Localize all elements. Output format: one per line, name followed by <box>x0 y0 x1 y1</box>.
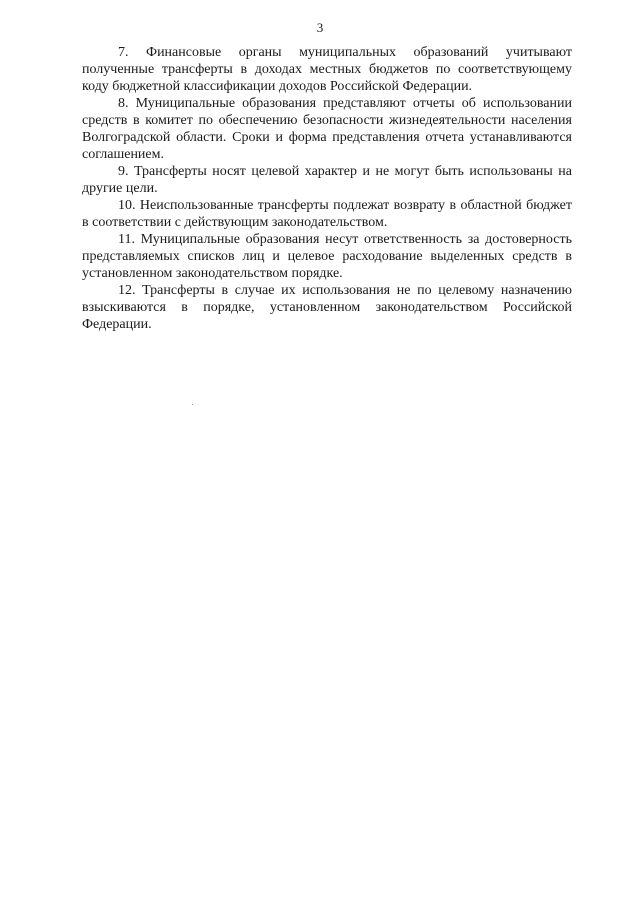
paragraph-7: 7. Финансовые органы муниципальных образований учитывают полученные трансферты в доходах местных бюджетов по соответствующему коду бюджетной классификации доходов Российской Федерации. <box>82 45 572 94</box>
page-number: 3 <box>316 20 324 35</box>
paragraph-12: 12. Трансферты в случае их использования не по целевому назначению взыскиваются в порядке, установленном законодательством Российской Федерации. <box>82 283 572 332</box>
paragraph-10: 10. Неиспользованные трансферты подлежат возврату в областной бюджет в соответствии с действующим законодательством. <box>82 198 572 230</box>
document-body <box>82 44 572 333</box>
paragraph-9: 9. Трансферты носят целевой характер и не могут быть использованы на другие цели. <box>82 164 572 196</box>
paragraph-11: 11. Муниципальные образования несут ответственность за достоверность представляемых списков лиц и целевое расходование выделенных средств в установленном законодательством порядке. <box>82 232 572 281</box>
paragraph-8: 8. Муниципальные образования представляют отчеты об использовании средств в комитет по обеспечению безопасности жизнедеятельности населения Волгоградской области. Сроки и форма представления отчета устанавливаются соглашением. <box>82 96 572 162</box>
scan-speck <box>192 404 193 405</box>
